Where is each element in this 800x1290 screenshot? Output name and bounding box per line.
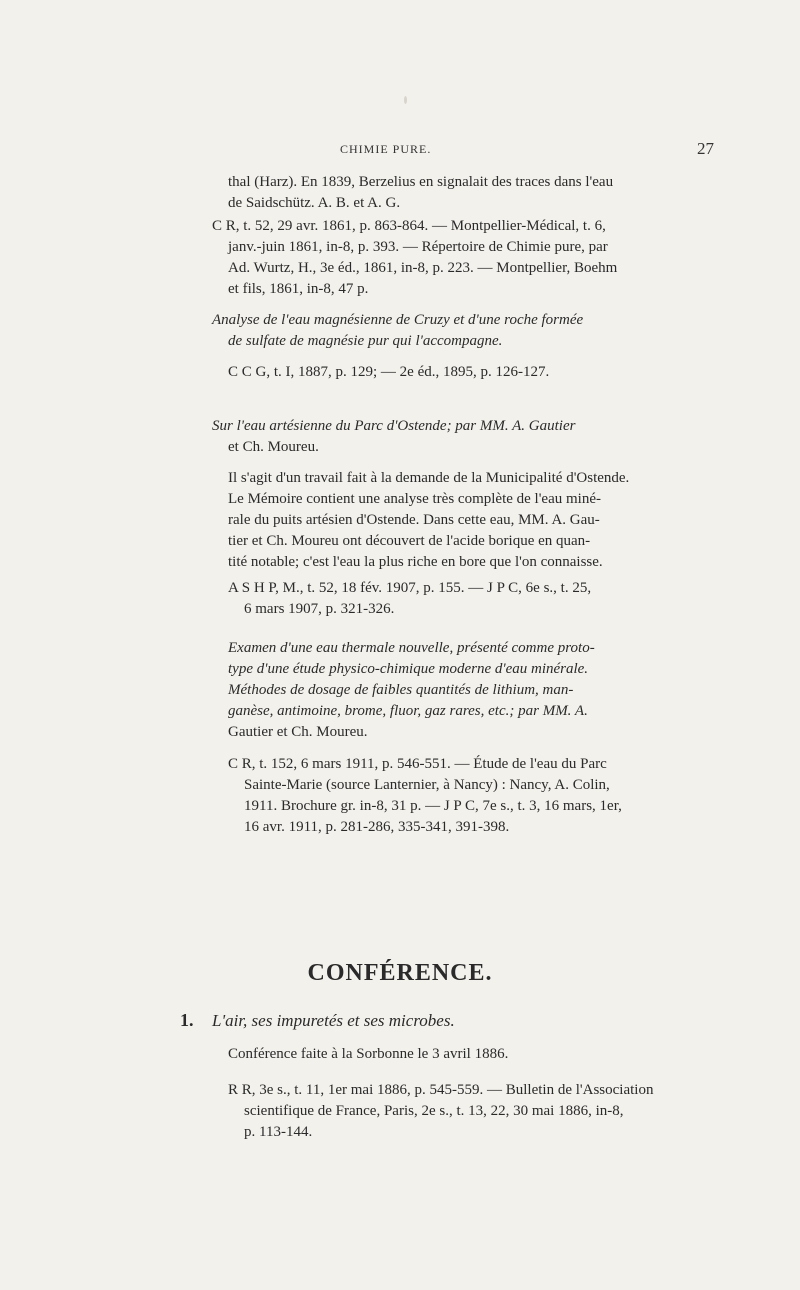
text-line: Sur l'eau artésienne du Parc d'Ostende; par MM. A. Gautier — [212, 418, 576, 434]
entry-title: L'air, ses impuretés et ses microbes. — [212, 1011, 455, 1030]
text-line: ganèse, antimoine, brome, fluor, gaz rares, etc.; par MM. A. — [228, 703, 588, 719]
reference-block — [228, 754, 698, 838]
reference-block — [228, 578, 698, 620]
page-number: 27 — [697, 139, 714, 158]
text-line: de sulfate de magnésie pur qui l'accompagne. — [228, 333, 503, 349]
text-line: rale du puits artésien d'Ostende. Dans cette eau, MM. A. Gau- — [228, 512, 600, 528]
text-line: C C G, t. I, 1887, p. 129; — 2e éd., 1895, p. 126-127. — [228, 364, 550, 380]
reference-block — [228, 1080, 698, 1143]
text-line: 1911. Brochure gr. in-8, 31 p. — J P C, 7e s., t. 3, 16 mars, 1er, — [244, 798, 622, 814]
text-line: C R, t. 52, 29 avr. 1861, p. 863-864. — Montpellier-Médical, t. 6, — [212, 218, 606, 234]
entry-number: 1. — [180, 1010, 194, 1030]
text-line: p. 113-144. — [244, 1124, 313, 1140]
text-line: Le Mémoire contient une analyse très complète de l'eau miné- — [228, 491, 601, 507]
text-line: de Saidschütz. A. B. et A. G. — [228, 195, 401, 211]
text-line: Gautier et Ch. Moureu. — [228, 724, 368, 740]
text-line: 6 mars 1907, p. 321-326. — [244, 601, 395, 617]
text-line: type d'une étude physico-chimique moderne d'eau minérale. — [228, 661, 589, 677]
entry-title — [212, 416, 698, 458]
text-line: A S H P, M., t. 52, 18 fév. 1907, p. 155. — J P C, 6e s., t. 25, — [228, 580, 592, 596]
running-title: CHIMIE PURE. — [340, 142, 432, 156]
paper-spot — [404, 96, 407, 104]
text-line: Méthodes de dosage de faibles quantités de lithium, man- — [228, 682, 574, 698]
intro-paragraph — [228, 172, 698, 214]
text-line: Il s'agit d'un travail fait à la demande de la Municipalité d'Ostende. — [228, 470, 630, 486]
page-header — [0, 139, 800, 162]
text-line: janv.-juin 1861, in-8, p. 393. — Répertoire de Chimie pure, par — [228, 239, 608, 255]
entry-note: Conférence faite à la Sorbonne le 3 avril 1886. — [228, 1046, 509, 1062]
text-line: C R, t. 152, 6 mars 1911, p. 546-551. — Étude de l'eau du Parc — [228, 756, 607, 772]
text-line: Examen d'une eau thermale nouvelle, présenté comme proto- — [228, 640, 595, 656]
section-heading: CONFÉRENCE. — [307, 960, 493, 986]
reference-block — [212, 216, 698, 300]
text-line: et fils, 1861, in-8, 47 p. — [228, 281, 369, 297]
text-line: tité notable; c'est l'eau la plus riche en bore que l'on connaisse. — [228, 554, 603, 570]
text-line: 16 avr. 1911, p. 281-286, 335-341, 391-398. — [244, 819, 510, 835]
text-line: et Ch. Moureu. — [228, 439, 319, 455]
text-line: thal (Harz). En 1839, Berzelius en signalait des traces dans l'eau — [228, 174, 614, 190]
text-line: Analyse de l'eau magnésienne de Cruzy et d'une roche formée — [212, 312, 584, 328]
text-line: scientifique de France, Paris, 2e s., t. 13, 22, 30 mai 1886, in-8, — [244, 1103, 624, 1119]
text-line: Sainte-Marie (source Lanternier, à Nancy) : Nancy, A. Colin, — [244, 777, 610, 793]
entry-title — [228, 638, 698, 743]
text-line: tier et Ch. Moureu ont découvert de l'acide borique en quan- — [228, 533, 591, 549]
description-paragraph — [212, 468, 698, 573]
reference-block — [228, 362, 698, 383]
text-line: Ad. Wurtz, H., 3e éd., 1861, in-8, p. 223. — Montpellier, Boehm — [228, 260, 618, 276]
entry-title — [212, 310, 698, 352]
text-line: R R, 3e s., t. 11, 1er mai 1886, p. 545-559. — Bulletin de l'Association — [228, 1082, 654, 1098]
